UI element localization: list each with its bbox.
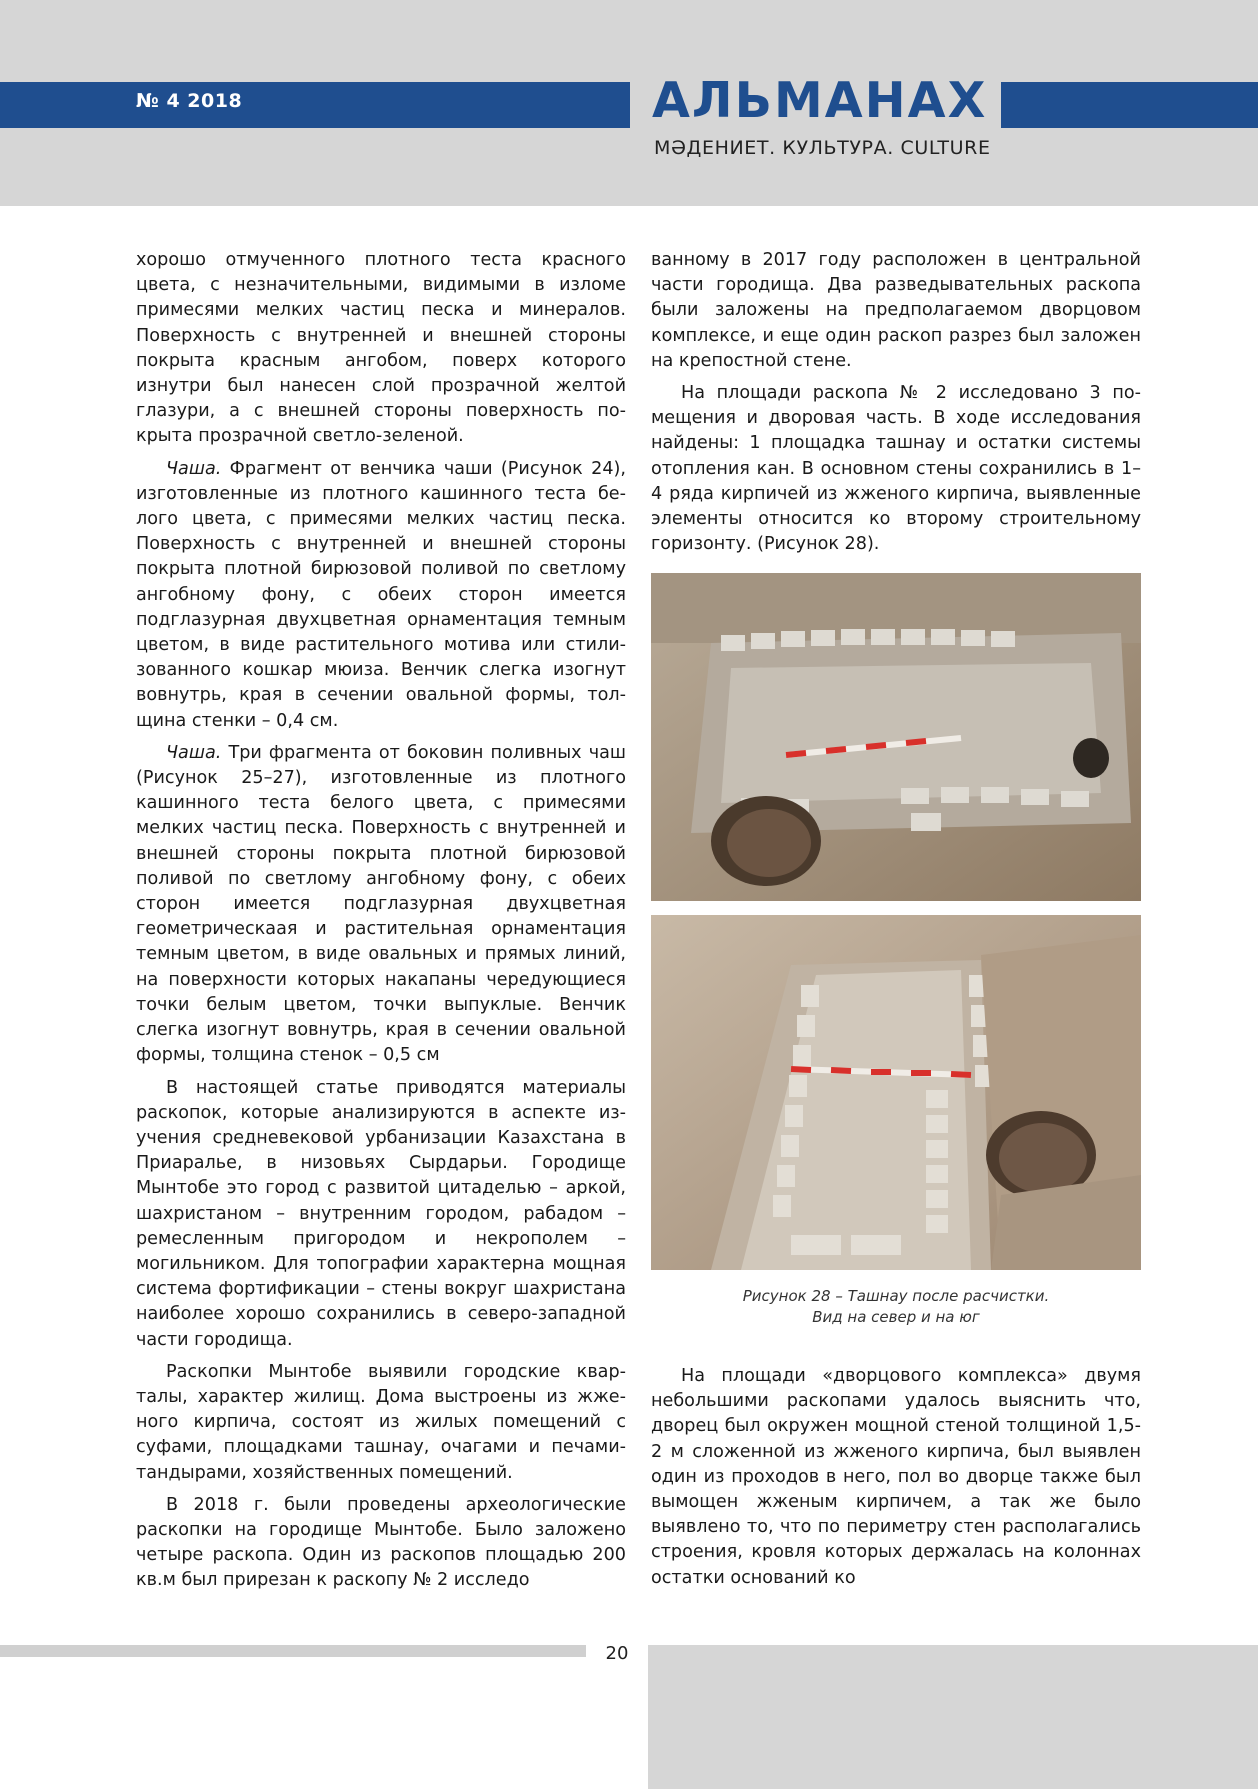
page-number: 20 <box>605 1643 629 1664</box>
caption-line: Вид на север и на юг <box>812 1308 980 1326</box>
footer-gray-block <box>648 1645 1258 1789</box>
excavation-photo-north <box>651 573 1141 901</box>
header-band-left <box>0 82 630 128</box>
footer-bar <box>0 1645 586 1657</box>
paragraph-text: Фрагмент от венчика чаши (Рисунок 24), изготовленные из плотного кашинного теста белого цвета, с примесями мелких частиц песка. Поверхность с внутренней и внешней стороны покрыта плотной бирюзовой поливой по светлому ангобному фону, с обеих сторон имеется подглазурная двухцветная орнаментация темным цветом, в виде растительного мотива или стилизованного кошкар мюиза. Венчик слегка изогнут вовнутрь, края в сечении овальной формы, толщина стенки – 0,4 см. <box>136 458 626 731</box>
paragraph: В 2018 г. были проведены археологические раскопки на городище Мынтобе. Было заложено четыре раскопа. Один из раскопов площадью 200 кв.м был прирезан к раскопу № 2 исследо <box>136 1494 626 1591</box>
left-column <box>136 248 626 1594</box>
paragraph: хорошо отмученного плотного теста красного цвета, с незначительными, видимыми в изломе примесями мелких частиц песка и минералов. Поверхность с внутренней и внешней стороны покрыта красным ангобом, поверх которого изнутри был нанесен слой прозрачной желтой глазури, а с внешней стороны поверхность покрыта прозрачной светло-зеленой. <box>136 250 626 447</box>
magazine-subtitle: МӘДЕНИЕТ. КУЛЬТУРА. CULTURE <box>654 137 991 159</box>
excavation-photo-south <box>651 915 1141 1270</box>
paragraph <box>136 741 626 1069</box>
header-band-right <box>1001 82 1258 128</box>
term-italic: Чаша. <box>166 458 222 479</box>
paragraph-text: Три фрагмента от боковин поливных чаш (Рисунок 25–27), изготовленные из плотного кашинного теста белого цвета, с примесями мелких частиц песка. Поверхность с внутренней и внешней стороны покрыта плотной бирюзовой поливой по светлому ангобному фону, с обеих сторон имеется подглазурная двухцветная геометрическаая и растительная орнаментация темным цветом, в виде овальных и прямых линий, на поверхности которых накапаны чередующиеся точки белым цветом, точки выпуклые. Венчик слегка изогнут вовнутрь, края в сечении овальной формы, толщина стенок – 0,5 см <box>136 742 626 1066</box>
paragraph: В настоящей статье приводятся материалы раскопок, которые анализируются в аспекте изучения средневековой урбанизации Казахстана в Приаралье, в низовьях Сырдарьи. Городище Мынтобе это город с развитой цитаделью – аркой, шахристаном – внутренним городом, рабадом – ремесленным пригородом и некрополем – могильником. Для топографии характерна мощная система фортификации – стены вокруг шахристана наиболее хорошо сохранились в северо-западной части городища. <box>136 1077 626 1350</box>
right-column-bottom <box>651 1364 1141 1591</box>
magazine-title: АЛЬМАНАХ <box>652 72 988 129</box>
figure-caption <box>651 1286 1141 1328</box>
right-column-top <box>651 248 1141 557</box>
caption-line: Рисунок 28 – Ташнау после расчистки. <box>742 1287 1050 1305</box>
paragraph: Раскопки Мынтобе выявили городские кварталы, характер жилищ. Дома выстроены из жженого кирпича, состоят из жилых помещений с суфами, площадками ташнау, очагами и печами-тандырами, хозяйственных помещений. <box>136 1361 626 1483</box>
paragraph <box>136 457 626 734</box>
issue-number: № 4 2018 <box>136 90 243 112</box>
term-italic: Чаша. <box>166 742 222 763</box>
paragraph: На площади раскопа № 2 исследовано 3 помещения и дворовая часть. В ходе исследования найдены: 1 площадка ташнау и остатки системы отопления кан. В основном стены сохранились в 1–4 ряда кирпичей из жженого кирпича, выявленные элементы относится ко второму строительному горизонту. (Рисунок 28). <box>651 383 1141 555</box>
paragraph: ванному в 2017 году расположен в центральной части городища. Два разведывательных раскопа были заложены на предполагаемом дворцовом комплексе, и еще один раскоп разрез был заложен на крепостной стене. <box>651 250 1141 371</box>
paragraph: На площади «дворцового комплекса» двумя небольшими раскопами удалось выяснить что, дворец был окружен мощной стеной толщиной 1,5-2 м сложенной из жженого кирпича, был выявлен один из проходов в него, пол во дворце также был вымощен жженым кирпичем, а так же было выявлено то, что по периметру стен располагались строения, кровля которых держалась на колоннах остатки оснований ко <box>651 1366 1141 1588</box>
